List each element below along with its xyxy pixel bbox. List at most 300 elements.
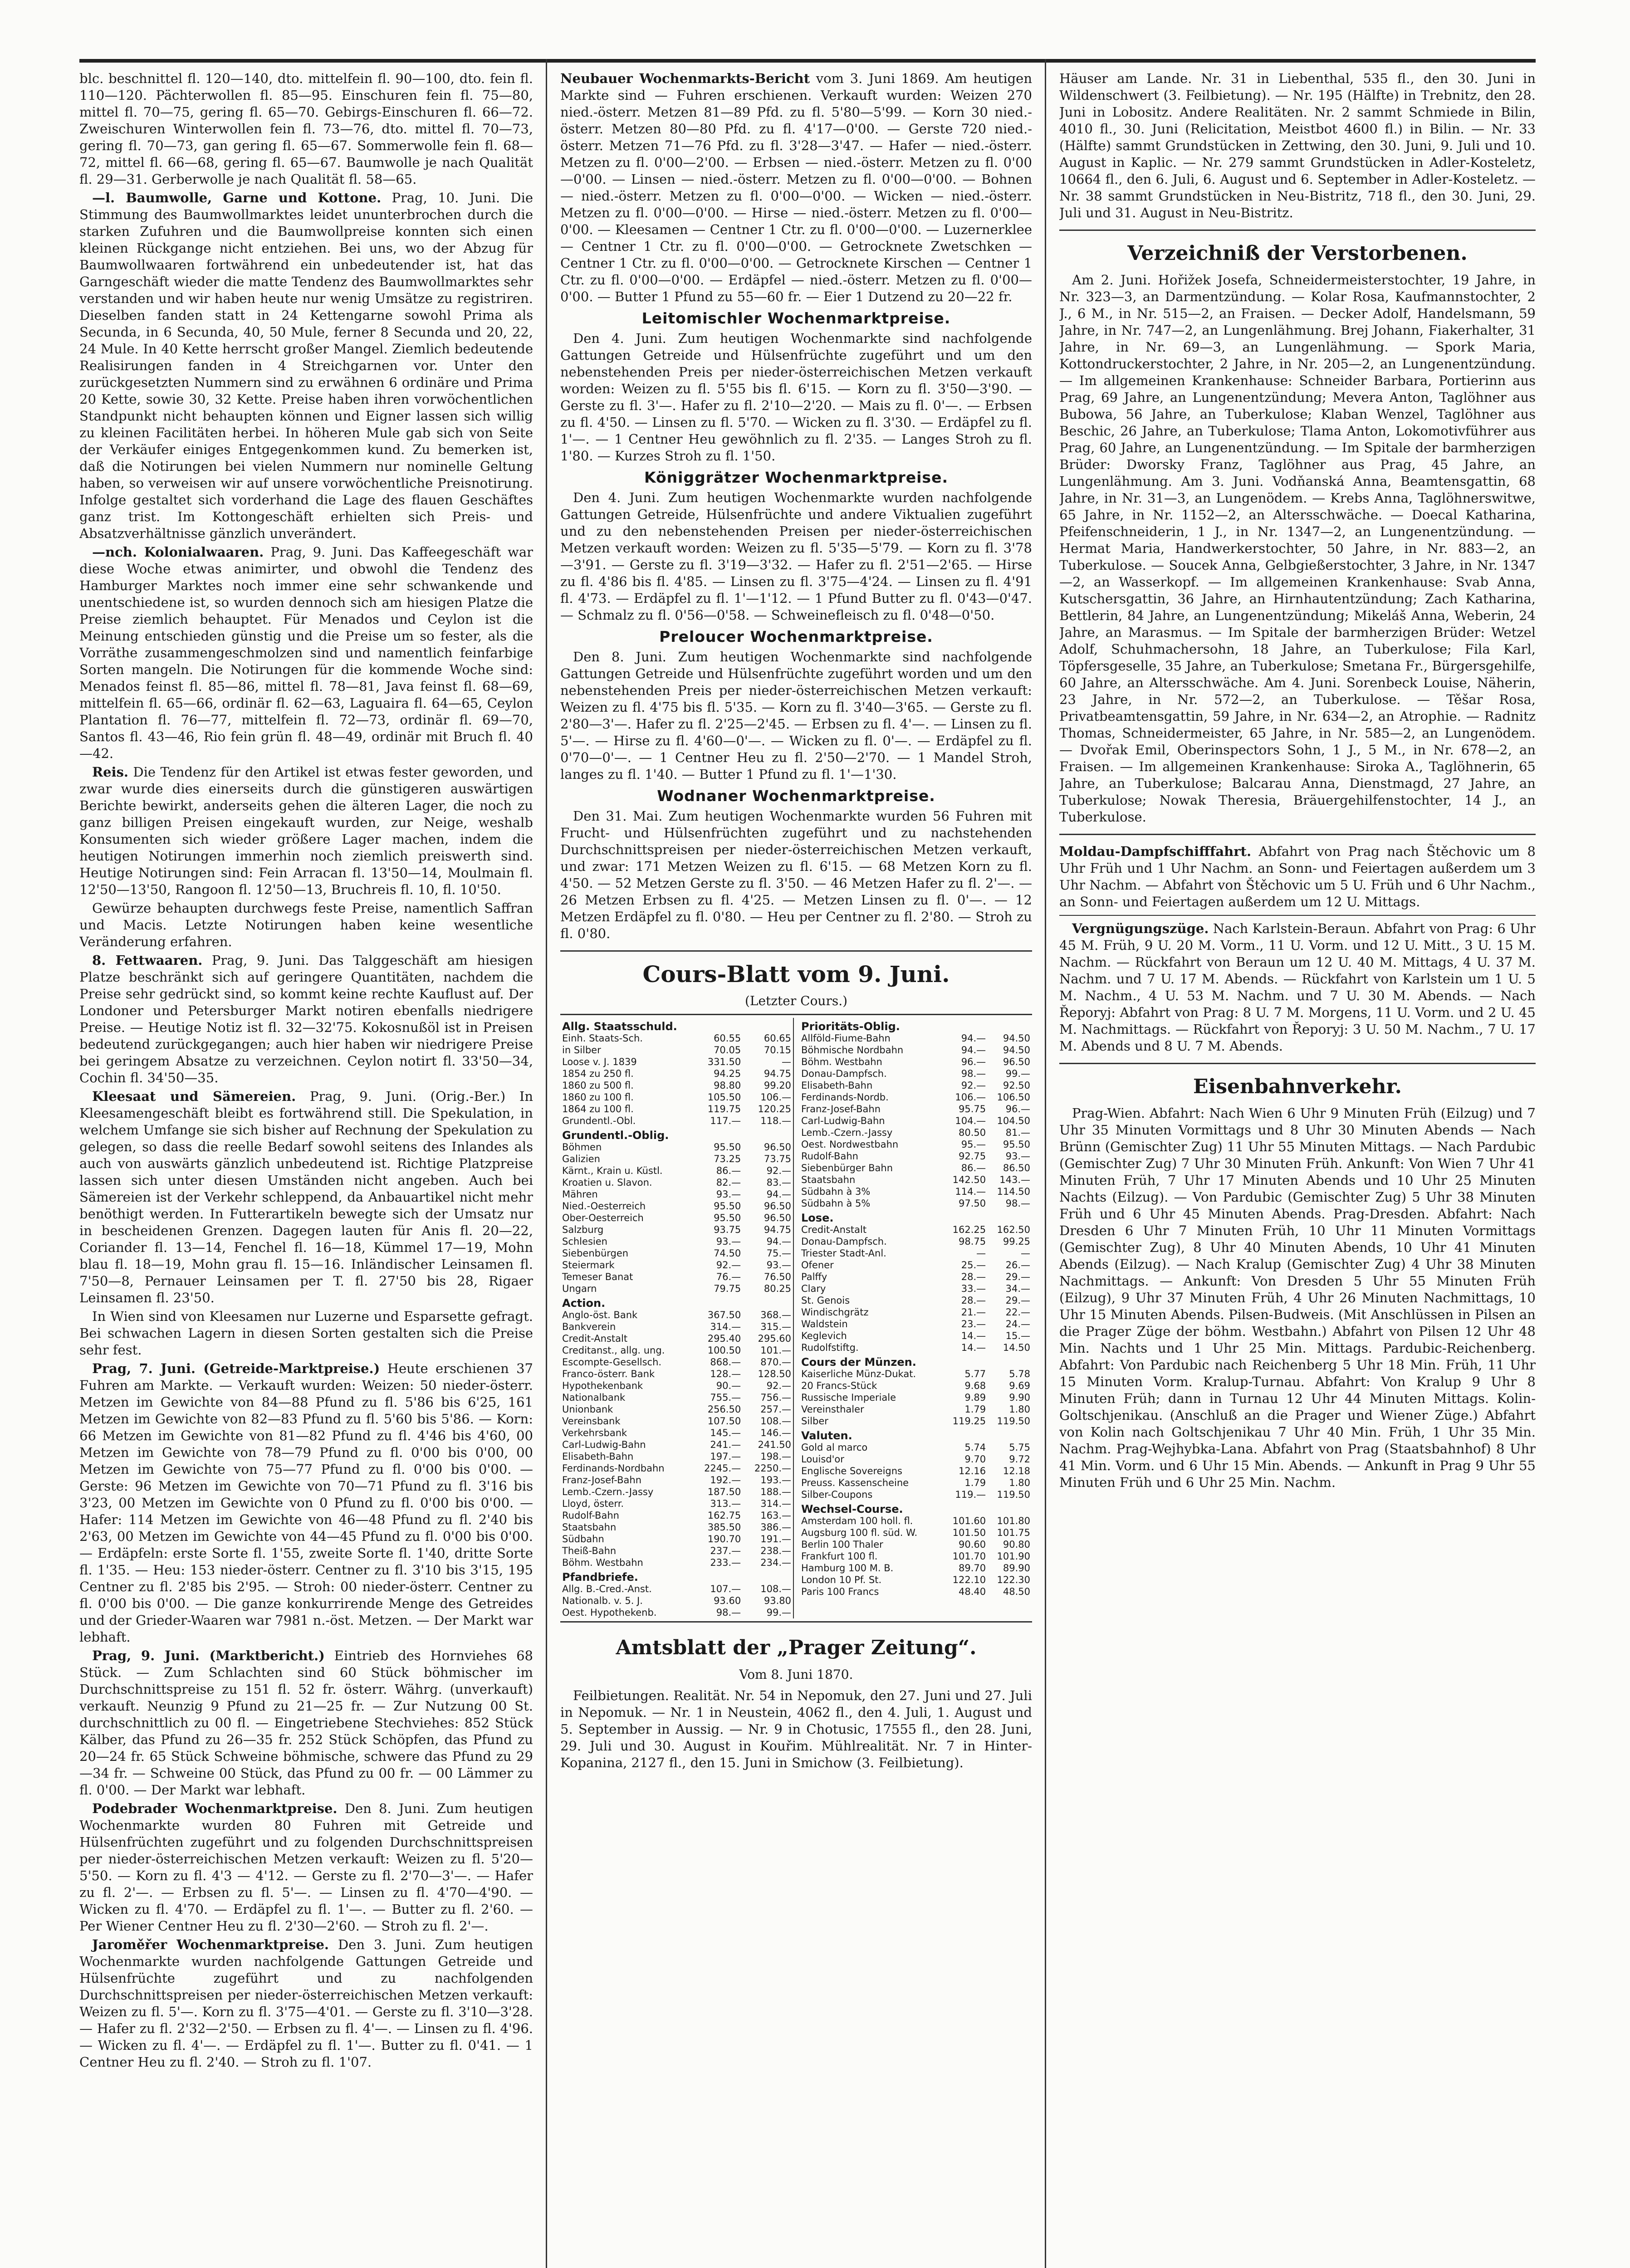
table-row [799,1236,1032,1247]
ask-price: 2250.— [754,1463,791,1474]
section-label: Cours der Münzen. [801,1356,916,1369]
bid-price: 107.— [710,1584,741,1594]
security-name: Steiermark [562,1260,615,1271]
bid-price: 1.79 [964,1404,986,1415]
table-row [799,1068,1032,1080]
article-text: Prag, 10. Juni. Die Stimmung des Baumwollmarktes leidet ununterbrochen durch die starken Zufuhren und die Baumwollpreise konnten sich einen kleinen Rückgange nicht entziehen. Bei uns, wo der Abzug für Baumwollwaaren fortwährend ein unbedeutender ist, hat das Garngeschäft wieder die matte Tendenz des Baumwollmarktes sehr verstanden und wir haben heute nur wenig Umsätze zu registriren. Dieselben fanden statt in 24 Kettengarne sowohl Prima als Secunda, in 6 Secunda, 40, 50 Mule, ferner 8 Secunda und 20, 22, 24 Mule. In 40 Kette herrscht großer Mangel. Ziemlich bedeutende Realisirungen fanden in 4 Streichgarnen vor. Unter den zurückgesetzten Nummern sind zu erwähnen 6 ordinäre und Prima 20 Kette, sowie 30, 32 Kette. Preise haben ihren vorwöchentlichen Standpunkt nicht behaupten können und Eigner lassen sich willig zu kleinen Facilitäten herbei. In höheren Mule gab sich von Seite der Verkäufer einiges Entgegenkommen kund. Zu bemerken ist, daß die Notirungen bei vielen Nummern nur nominelle Geltung haben, so verweisen wir auf unsere vorwöchentliche Preisnotirung. Infolge gestaltet sich vorderhand die Lage des flauen Geschäftes ganz trist. Im Kottongeschäft erhielten sich Preis- und Absatzverhältnisse gänzlich unverändert. [79,190,533,541]
table-row [799,1489,1032,1501]
section-label: Allg. Staatsschuld. [562,1020,677,1033]
table-row [799,1318,1032,1330]
ask-price: 89.90 [1003,1563,1030,1574]
table-row [560,1533,793,1545]
bid-price: 98.— [961,1068,986,1079]
ask-price: — [1021,1248,1030,1259]
ask-price: 188.— [760,1486,791,1497]
ask-price: 122.30 [997,1574,1030,1585]
newspaper-page [79,59,1536,2268]
article-text: Prag, 9. Juni. (Orig.-Ber.) In Kleesamengeschäft bleibt es fortwährend still. Die Spekulation, in welchem Umfange sie sich bisher auf Rechnung der Spekulation zu gelegen, so dass die reelle Bedarf sowohl seitens des Inlandes als auch von auswärts gänzlich unbedeutend ist. Richtige Platzpreise lassen sich unter diesen Umständen nicht angeben. Auch bei Sämereien ist der Verkehr schleppend, da Anbauartikel nicht mehr benöthigt werden. In Futterartikeln bewegte sich der Umsatz nur in bescheidenen Grenzen. Dagegen lauten für Anis fl. 20—22, Coriander fl. 13—14, Fenchel fl. 16—18, Kümmel 17—19, Mohn blau fl. 18—19, Mohn grau fl. 15—16. Inländischer Leinsamen fl. 7'50—8, Pernauer Leinsamen per T. fl. 27'50 bis 28, Rigaer Leinsamen fl. 23'50. [79,1089,533,1305]
ask-price: 9.69 [1009,1380,1030,1391]
table-row [799,1056,1032,1068]
security-name: Staatsbahn [562,1522,617,1533]
security-name: Escompte-Gesellsch. [562,1357,662,1368]
article-title: Podebrader Wochenmarktpreise. [92,1801,338,1816]
article-title: —nch. Kolonialwaaren. [92,544,264,560]
bid-price: 119.25 [952,1416,986,1427]
ask-price: 143.— [999,1174,1030,1185]
bid-price: 256.50 [707,1404,741,1415]
security-name: Rudolf-Bahn [801,1151,858,1162]
table-row [560,1583,793,1595]
ask-price: 94.— [766,1236,791,1247]
ask-price: 99.— [766,1607,791,1618]
section-label: Grundentl.-Oblig. [562,1129,669,1142]
table-row [560,1032,793,1044]
article-jaromer [79,1936,533,2071]
article-neubauer [560,70,1032,305]
security-name: Galizien [562,1154,600,1164]
notice-text: Nach Karlstein-Beraun. Abfahrt von Prag: 6 Uhr 45 M. Früh, 9 U. 20 M. Vorm., 11 U. Vorm. und 12 U. Mitt., 3 U. 15 M. Nachm. — Rückfahrt von Beraun um 12 U. 40 M. Mittags, 4 U. 37 M. Nachm. und 7 U. 17 M. Abends. — Rückfahrt von Karlstein um 1 U. 5 M. Nachm., 4 U. 53 M. Nachm. und 7 U. 30 M. Abends. — Nach Řeporyj: Abfahrt von Prag: 8 U. 7 M. Morgens, 11 U. Vorm. und 2 U. 45 M. Nachmittags. — Rückfahrt von Řeporyj: 3 U. 50 M. Nachm., 7 U. 17 M. Abends und 8 U. 7 M. Abends. [1059,921,1536,1054]
bid-price: 142.50 [952,1174,986,1185]
ask-price: 12.18 [1003,1466,1030,1476]
bid-price: 89.70 [959,1563,986,1574]
ask-price: 162.50 [997,1224,1030,1235]
security-name: Temeser Banat [562,1271,633,1282]
table-row [799,1162,1032,1174]
bid-price: 25.— [961,1260,986,1271]
bid-price: 101.70 [952,1551,986,1562]
security-name: Franco-österr. Bank [562,1369,655,1379]
bid-price: 5.74 [964,1442,986,1453]
ask-price: 314.— [760,1498,791,1509]
ask-price: 75.— [766,1248,791,1259]
table-row [799,1150,1032,1162]
ask-price: 70.15 [764,1045,791,1056]
ask-price: 5.75 [1009,1442,1030,1453]
bid-price: 92.— [716,1260,741,1271]
table-row [799,1453,1032,1465]
bid-price: 313.— [710,1498,741,1509]
table-row [799,1127,1032,1139]
ask-price: 386.— [760,1522,791,1533]
ask-price: 146.— [760,1427,791,1438]
security-name: Ferdinands-Nordbahn [562,1463,665,1474]
divider [1059,915,1536,916]
ask-price: 29.— [1005,1271,1030,1282]
ask-price: 101.90 [997,1551,1030,1562]
table-row [799,1198,1032,1209]
table-row [560,1607,793,1618]
ask-price: 120.25 [758,1104,791,1114]
ask-price: 29.— [1005,1295,1030,1306]
ask-price: 99.20 [764,1080,791,1091]
ask-price: 257.— [760,1404,791,1415]
bid-price: 70.05 [714,1045,741,1056]
bid-price: 80.50 [959,1127,986,1138]
bid-price: 97.50 [959,1198,986,1209]
security-name: London 10 Pf. St. [801,1574,882,1585]
top-rule [79,59,1536,63]
ask-price: 191.— [760,1534,791,1545]
ask-price: 60.65 [764,1033,791,1044]
bid-price: 90.— [716,1380,741,1391]
security-name: Oest. Nordwestbahn [801,1139,899,1150]
bid-price: 187.50 [707,1486,741,1497]
ask-price: 9.90 [1009,1392,1030,1403]
table-row [799,1368,1032,1380]
bid-price: 868.— [710,1357,741,1368]
table-row [560,1521,793,1533]
ask-price: 118.— [760,1115,791,1126]
bid-price: 86.— [961,1163,986,1173]
bid-price: 23.— [961,1319,986,1330]
death-register-title: Verzeichniß der Verstorbenen. [1127,242,1468,265]
security-name: St. Genois [801,1295,850,1306]
bid-price: 385.50 [707,1522,741,1533]
security-name: 20 Francs-Stück [801,1380,877,1391]
security-name: Franz-Josef-Bahn [562,1475,642,1486]
ask-price: 9.72 [1009,1454,1030,1465]
table-row [560,1165,793,1177]
bid-price: 98.80 [714,1080,741,1091]
table-row [799,1392,1032,1403]
divider [1059,834,1536,835]
divider [1059,1063,1536,1064]
article-title: Jaroměřer Wochenmarktpreise. [92,1937,329,1952]
article-text: Den 3. Juni. Zum heutigen Wochenmarkte wurden nachfolgende Gattungen Getreide und Hülsenfrüchte zugeführt und zu nachfolgenden Durchschnittspreisen per nieder-österreichischen Metzen verkauft: Weizen zu fl. 5'—. Korn zu fl. 3'75—4'01. — Gerste zu fl. 3'10—3'28. — Hafer zu fl. 2'32—2'50. — Erbsen zu fl. 4'—. — Linsen zu fl. 4'96. — Wicken zu fl. 4'—. — Erdäpfel zu fl. 1'—. Butter zu fl. 0'41. — 1 Centner Heu zu fl. 2'40. — Stroh zu fl. 1'07. [79,1937,533,2070]
security-name: Südbahn à 3% [801,1186,871,1197]
security-name: Silber [801,1416,828,1427]
ask-price: 95.50 [1003,1139,1030,1150]
security-name: Silber-Coupons [801,1489,873,1500]
security-name: Allföld-Fiume-Bahn [801,1033,891,1044]
bid-price: 94.— [961,1033,986,1044]
table-section-header [560,1569,793,1583]
bid-price: 94.25 [714,1068,741,1079]
security-name: Salzburg [562,1224,604,1235]
security-name: Louisd'or [801,1454,844,1465]
ask-price: 93.— [766,1260,791,1271]
security-name: Nied.-Oesterreich [562,1201,646,1212]
ask-price: 99.25 [1003,1236,1030,1247]
ask-price: 96.50 [1003,1056,1030,1067]
ask-price: 96.— [1005,1104,1030,1114]
security-name: Grundentl.-Obl. [562,1115,636,1126]
bid-price: 101.50 [952,1527,986,1538]
table-row [560,1368,793,1380]
article-prelouc: Den 8. Juni. Zum heutigen Wochenmarkte sind nachfolgende Gattungen Getreide und Hülsenfrüchte zugeführt worden und um den nebenstehenden Preis per nieder-österreichischen Metzen verkauft: Weizen zu fl. 4'75 bis fl. 5'35. — Korn zu fl. 3'40—3'65. — Gerste zu fl. 2'80—3'—. Hafer zu fl. 2'25—2'45. — Erbsen zu fl. 4'—. — Linsen zu fl. 5'—. — Hirse zu fl. 4'60—0'—. — Wicken zu fl. 0'—. — Erdäpfel zu fl. 0'70—0'—. — 1 Centner Heu zu fl. 2'50—2'70. — 1 Mandel Stroh, langes zu fl. 1'40. — Butter 1 Pfund zu fl. 1'—1'30. [560,649,1032,782]
table-row [799,1586,1032,1598]
table-row [560,1141,793,1153]
ask-price: 92.— [766,1165,791,1176]
security-name: Lemb.-Czern.-Jassy [801,1127,893,1138]
section-heading: Leitomischler Wochenmarktpreise. [641,309,951,327]
security-name: Nationalbank [562,1392,626,1403]
ask-price: — [782,1056,791,1067]
table-row [560,1427,793,1439]
bid-price: 96.— [961,1056,986,1067]
railway-title: Eisenbahnverkehr. [1193,1075,1402,1098]
article-wodnan: Den 31. Mai. Zum heutigen Wochenmarkte wurden 56 Fuhren mit Frucht- und Hülsenfrüchten zugeführt und zu nachstehenden Durchschnittspreisen per nieder-österreichischen Metzen verkauft, und zwar: 171 Metzen Weizen zu fl. 6'15. — 68 Metzen Korn zu fl. 4'50. — 52 Metzen Gerste zu fl. 3'50. — 46 Metzen Hafer zu fl. 2'—. — 26 Metzen Erbsen zu fl. 4'25. — Metzen Linsen zu fl. 0'—. — 12 Metzen Erdäpfel zu fl. 0'80. — Heu per Centner zu fl. 2'80. — Stroh zu fl. 0'80. [560,808,1032,941]
bid-price: 95.— [961,1139,986,1150]
bid-price: 9.70 [964,1454,986,1465]
table-row [799,1115,1032,1127]
security-name: Anglo-öst. Bank [562,1310,638,1320]
ask-price: 193.— [760,1475,791,1486]
ask-price: 104.50 [997,1115,1030,1126]
table-row [799,1295,1032,1306]
table-section-header [799,1209,1032,1224]
bid-price: 33.— [961,1283,986,1294]
ask-price: 93.— [1005,1151,1030,1162]
article-title: —l. Baumwolle, Garne und Kottone. [92,190,382,205]
table-row [799,1330,1032,1342]
article-text: Prag, 9. Juni. Das Talggeschäft am hiesigen Platze beschränkt sich auf geringere Quantitäten, nachdem die Preise sehr gedrückt sind, so kommt keine rechte Kauflust auf. Der Londoner und Petersburger Markt notiren ebenfalls niedrigere Preise. — Heutige Notiz ist fl. 32—32'75. Kokosnußöl ist in Preisen bedeutend zurückgegangen; auch hier haben wir niedrigere Preise bei geringem Absatze zu verzeichnen. Ceylon notirt fl. 33'50—34, Cochin fl. 34'50—35. [79,953,533,1085]
bid-price: 12.16 [959,1466,986,1476]
ask-price: 368.— [760,1310,791,1320]
article-title: Prag, 7. Juni. (Getreide-Marktpreise.) [92,1361,380,1376]
ask-price: 99.— [1005,1068,1030,1079]
ask-price: 81.— [1005,1127,1030,1138]
ask-price: 94.50 [1003,1045,1030,1056]
table-row [560,1103,793,1115]
table-row [799,1259,1032,1271]
security-name: Credit-Anstalt [562,1333,628,1344]
bid-price: 28.— [961,1271,986,1282]
article-text: Die Tendenz für den Artikel ist etwas fester geworden, und zwar wurde dies einerseits durch die günstigeren auswärtigen Berichte bewirkt, anderseits gehen die älteren Lager, die noch zu ganz billigen Preisen eingekauft wurden, zur Neige, weshalb Konsumenten sich wieder größere Lager machen, indem die heutigen Notirungen immerhin noch ziemlich preiswerth sind. Heutige Notirungen sind: Fein Arracan fl. 13'50—14, Moulmain fl. 12'50—13'50, Rangoon fl. 12'50—13, Bruchreis fl. 10, fl. 10'50. [79,764,533,897]
security-name: Verkehrsbank [562,1427,627,1438]
security-name: Englische Sovereigns [801,1466,903,1476]
ask-price: 96.50 [764,1212,791,1223]
table-row [799,1271,1032,1283]
security-name: Lloyd, österr. [562,1498,624,1509]
table-row [560,1224,793,1236]
ask-price: 870.— [760,1357,791,1368]
bid-price: 5.77 [964,1369,986,1379]
security-name: Rudolf-Bahn [562,1510,619,1521]
table-row [799,1342,1032,1354]
bid-price: 119.75 [707,1104,741,1114]
article-spices: Gewürze behaupten durchwegs feste Preise, namentlich Saffran und Macis. Letzte Notirungen haben keine wesentliche Veränderung erfahren. [79,900,533,949]
table-row [560,1510,793,1521]
article-title: Kleesaat und Sämereien. [92,1089,296,1104]
bid-price: 95.50 [714,1201,741,1212]
table-row [799,1091,1032,1103]
ask-price: 96.50 [764,1142,791,1153]
table-row [560,1321,793,1333]
ask-price: 101.— [760,1345,791,1356]
article-koniggratz: Den 4. Juni. Zum heutigen Wochenmarkte wurden nachfolgende Gattungen Getreide, Hülsenfrüchte und andere Viktualien zugeführt und zu den nebenstehenden Preisen per nieder-österreichischen Metzen verkauft worden: Weizen zu fl. 5'35—5'79. — Korn zu fl. 3'78—3'91. — Gerste zu fl. 3'19—3'32. — Hafer zu fl. 2'51—2'65. — Hirse zu fl. 4'86 bis fl. 4'85. — Linsen zu fl. 3'75—4'24. — Linsen zu fl. 4'91 fl. 4'73. — Erdäpfel zu fl. 1'—1'12. — 1 Pfund Butter zu fl. 0'43—0'47. — Schmalz zu fl. 0'56—0'58. — Schweinefleisch zu fl. 0'48—0'50. [560,490,1032,623]
table-row [560,1439,793,1451]
ask-price: 108.— [760,1416,791,1427]
ask-price: 96.50 [764,1201,791,1212]
table-row [799,1539,1032,1550]
table-section-header [799,1018,1032,1032]
excursion-trains [1059,920,1536,1055]
bid-price: 14.— [961,1330,986,1341]
security-name: Preuss. Kassenscheine [801,1477,909,1488]
bid-price: 92.— [961,1080,986,1091]
table-row [799,1032,1032,1044]
railway-text: Prag-Wien. Abfahrt: Nach Wien 6 Uhr 9 Minuten Früh (Eilzug) und 7 Uhr 35 Minuten Vormittags und 8 Uhr 30 Minuten Abends — Nach Brünn (Gemischter Zug) 11 Uhr 55 Minuten Mittags. — Nach Pardubic (Gemischter Zug) 7 Uhr 30 Minuten Früh. Ankunft: Von Wien 7 Uhr 41 Minuten Früh, 7 Uhr 17 Minuten Abends und 10 Uhr 25 Minuten Nachts (Eilzug). — Von Pardubic (Gemischter Zug) 5 Uhr 38 Minuten Früh und 6 Uhr 45 Minuten Abends. Prag-Dresden. Abfahrt: Nach Dresden 6 Uhr 7 Minuten Früh, 10 Uhr 11 Minuten Vormittags (Gemischter Zug), 8 Uhr 40 Minuten Abends, 10 Uhr 41 Minuten Abends (Eilzug). — Nach Kralup (Gemischter Zug) 4 Uhr 38 Minuten Nachmittags. — Ankunft: Von Dresden 5 Uhr 55 Minuten Früh (Eilzug), 9 Uhr 37 Minuten Früh, 4 Uhr 26 Minuten Nachmittags, 10 Uhr 15 Minuten Abends. Pilsen-Budweis. (Mit Anschlüssen in Pilsen an die Prager Züge der böhm. Westbahn.) Abfahrt von Pilsen 12 Uhr 48 Min. Nachts und 1 Uhr 25 Min. Mittags. Pardubic-Reichenberg. Abfahrt: Von Pardubic nach Reichenberg 5 Uhr 18 Min. Früh, 11 Uhr 15 Minuten Vorm. Kralup-Turnau. Abfahrt: Von Kralup 9 Uhr 8 Minuten Früh; dann in Turnau 12 Uhr 44 Minuten Mittags. Kolin-Goltschjenikau. (Anschluß an die Prager und Wiener Züge.) Abfahrt von Kolin nach Goltschjenikau 7 Uhr 40 Min. Früh, 1 Uhr 35 Min. Nachm. Prag-Wejhybka-Lana. Abfahrt von Prag (Staatsbahnhof) 8 Uhr 41 Min. Vorm. und 6 Uhr 15 Min. Abends. — Ankunft in Prag 9 Uhr 55 Minuten Früh und 6 Uhr 25 Min. Nachm. [1059,1105,1536,1490]
security-name: Kärnt., Krain u. Küstl. [562,1165,663,1176]
security-name: Böhm. Westbahn [801,1056,882,1067]
bid-price: 94.— [961,1045,986,1056]
bid-price: 60.55 [714,1033,741,1044]
ask-price: 92.— [766,1380,791,1391]
amtsblatt-title: Amtsblatt der „Prager Zeitung“. [616,1636,977,1659]
table-row [799,1283,1032,1295]
bid-price: 117.— [710,1115,741,1126]
security-name: Keglevich [801,1330,847,1341]
ask-price: 1.80 [1009,1404,1030,1415]
table-row [560,1153,793,1165]
ask-price: 94.— [766,1189,791,1200]
bid-price: 79.75 [714,1283,741,1294]
bid-price: 90.60 [959,1539,986,1550]
wool-prices-intro: blc. beschnittel fl. 120—140, dto. mittelfein fl. 90—100, dto. fein fl. 110—120. Pächterwollen fl. 85—95. Einschuren fein fl. 75—80, mittel fl. 70—75, gering fl. 65—70. Gebirgs-Einschuren fl. 66—72. Zweischuren Winterwollen fein fl. 73—76, dto. mittel fl. 70—73, gering fl. 70—73, gan gering fl. 65—67. Sommerwolle fein fl. 68—72, mittel fl. 66—68, gering fl. 65—67. Baumwolle je nach Qualität fl. 29—31. Gerberwolle je nach Qualität fl. 58—65. [79,71,533,187]
table-row [560,1356,793,1368]
bid-price: 331.50 [707,1056,741,1067]
security-name: 1860 zu 100 fl. [562,1092,634,1103]
security-name: Unionbank [562,1404,613,1415]
article-seeds [79,1088,533,1306]
section-heading: Wodnaner Wochenmarktpreise. [657,787,935,805]
article-title: Neubauer Wochenmarkts-Bericht [560,71,810,86]
ask-price: 15.— [1005,1330,1030,1341]
table-row [560,1056,793,1068]
table-row [799,1186,1032,1198]
table-row [799,1515,1032,1527]
ask-price: 14.50 [1003,1342,1030,1353]
table-row [560,1247,793,1259]
table-row [560,1333,793,1344]
table-section-header [799,1501,1032,1515]
article-text: Prag, 9. Juni. Das Kaffeegeschäft war diese Woche etwas animirter, und obwohl die Tendenz des Hamburger Marktes noch immer eine sehr schwankende und unentschiedene ist, so wurden dennoch sich am hiesigen Platze die Preise ziemlich behauptet. Für Menados und Ceylon ist die Meinung entschieden günstig und die Preise um so fester, als die Vorräthe zusammengeschmolzen sind und namentlich feinfarbige Sorten mangeln. Die Notirungen für die kommende Woche sind: Menados feinst fl. 85—86, mittel fl. 78—81, Java feinst fl. 68—69, mittelfein fl. 65—66, ordinär fl. 62—63, Laguaira fl. 64—65, Ceylon Plantation fl. 76—77, mittelfein fl. 72—73, ordinär fl. 69—70, Santos fl. 43—46, Rio fein grün fl. 48—49, ordinär mit Bruch fl. 40—42. [79,544,533,761]
table-row [799,1562,1032,1574]
bid-price: 1.79 [964,1477,986,1488]
notice-title: Vergnügungszüge. [1072,921,1209,936]
notice-text: Abfahrt von Prag nach Štěchovic um 8 Uhr Früh und 1 Uhr Nachm. an Sonn- und Feiertagen außerdem um 3 Uhr Nachm. — Abfahrt von Štěchovic um 5 U. Früh und 6 Uhr Nachm., an Sonn- und Feiertagen außerdem um 12 U. Mittags. [1059,844,1536,909]
article-text: Eintrieb des Hornviehes 68 Stück. — Zum Schlachten sind 60 Stück böhmischer im Durchschnittspreise zu 151 fl. 52 fr. österr. Währg. (unverkauft) verkauft. Neunzig 9 Pfund zu 21—25 fr. — Zur Nutzung 00 St. durchschnittlich zu 00 fl. — Eingetriebene Stechviehes: 852 Stück Kälber, das Pfund zu 26—35 fr. 252 Stück Schöpfen, das Pfund zu 20—24 fr. 65 Stück Schweine böhmische, schwere das Pfund zu 29—34 fr. — Schweine 00 Stück, das Pfund zu 00 fr. — 00 Lämmer zu fl. 0'00. — Der Markt war lebhaft. [79,1648,533,1798]
bid-price: 105.50 [707,1092,741,1103]
bid-price: 98.75 [959,1236,986,1247]
security-name: Ober-Oesterreich [562,1212,644,1223]
table-row [560,1462,793,1474]
table-row [799,1403,1032,1415]
ask-price: 26.— [1005,1260,1030,1271]
ask-price: 86.50 [1003,1163,1030,1173]
bid-price: 76.— [716,1271,741,1282]
bid-price: 314.— [710,1321,741,1332]
bid-price: 237.— [710,1545,741,1556]
ask-price: 1.80 [1009,1477,1030,1488]
ask-price: 90.80 [1003,1539,1030,1550]
bid-price: 101.60 [952,1515,986,1526]
ask-price: 93.80 [764,1595,791,1606]
death-register-text: Am 2. Juni. Hořižek Josefa, Schneidermeisterstochter, 19 Jahre, in Nr. 323—3, an Darmentzündung. — Kolar Rosa, Kaufmannstochter, 2 J., 6 M., in Nr. 515—2, an Fraisen. — Decker Adolf, Handelsmann, 59 Jahre, in Nr. 747—2, an Lungenlähmung. Brej Johann, Fiakerhalter, 31 Jahre, in Nr. 69—3, an Lungenlähmung. — Spork Maria, Kottondruckerstochter, 2 Jahre, in Nr. 205—2, an Lungenentzündung. — Im allgemeinen Krankenhause: Schneider Barbara, Portierinn aus Prag, 69 Jahre, an Lungenentzündung; Mevera Anton, Taglöhner aus Bubowa, 56 Jahre, an Tuberkulose; Klaban Wenzel, Taglöhner aus Beschic, 26 Jahre, an Tuberkulose; Tlama Anton, Lokomotivführer aus Prag, 60 Jahre, an Lungenentzündung. — Im Spitale der barmherzigen Brüder: Dworsky Franz, Taglöhner aus Prag, 45 Jahre, an Lungenlähmung. Am 3. Juni. Vodňanská Anna, Beamtensgattin, 68 Jahre, in Nr. 31—3, an Lungenödem. — Krebs Anna, Taglöhnerswitwe, 65 Jahre, in Nr. 1152—2, an Altersschwäche. — Doecal Katharina, Pfeifenschneiderin, 1 J., in Nr. 1347—2, an Lungenentzündung. — Hermat Maria, Handwerkerstochter, 50 Jahre, in Nr. 883—2, an Tuberkulose. — Soucek Anna, Gelbgießerstochter, 3 Jahre, in Nr. 1347—2, an Wasserkopf. — Im allgemeinen Krankenhause: Svab Anna, Kutschersgattin, 36 Jahre, an Hirnhautentzündung; Zach Katharina, Bettlerin, 84 Jahre, an Lungenentzündung; Mikeláš Anna, Weberin, 24 Jahre, an Marasmus. — Im Spitale der barmherzigen Brüder: Wetzel Adolf, Schuhmachersohn, 18 Jahre, an Tuberkulose; Fila Karl, Töpfersgeselle, 35 Jahre, an Tuberkulose; Smetana Fr., Bürgersgehilfe, 60 Jahre, an Altersschwäche. Am 4. Juni. Sorenbeck Louise, Näherin, 23 Jahre, in Nr. 572—2, an Tuberkulose. — Těšar Rosa, Privatbeamtensgattin, 59 Jahre, in Nr. 634—2, an Atrophie. — Radnitz Thomas, Schneidermeister, 65 Jahre, in Nr. 585—2, an Lungenödem. — Dvořak Emil, Oberinspectors Sohn, 1 J., 5 M., in Nr. 678—2, an Fraisen. — Im allgemeinen Krankenhause: Siroka A., Taglöhnerin, 65 Jahre, an Tuberkulose; Balcarau Anna, Dienstmagd, 27 Jahre, an Tuberkulose; Nowak Theresia, Bräuergehilfenstochter, 14 J., an Tuberkulose. [1059,272,1536,825]
table-section-header [560,1127,793,1141]
ask-price: 24.— [1005,1319,1030,1330]
bid-price: 104.— [955,1115,986,1126]
ask-price: 80.25 [764,1283,791,1294]
ask-price: 73.75 [764,1154,791,1164]
column-divider [1045,59,1046,2268]
table-section-header [560,1295,793,1309]
table-row [560,1188,793,1200]
table-row [560,1403,793,1415]
security-name: Franz-Josef-Bahn [801,1104,881,1114]
table-row [799,1306,1032,1318]
table-row [560,1068,793,1080]
bid-price: 14.— [961,1342,986,1353]
security-name: Südbahn [562,1534,604,1545]
security-name: Elisabeth-Bahn [801,1080,873,1091]
table-row [799,1380,1032,1392]
table-row [799,1174,1032,1186]
security-name: Einh. Staats-Sch. [562,1033,643,1044]
table-row [560,1212,793,1224]
ask-price: 94.75 [764,1068,791,1079]
section-label: Action. [562,1297,606,1310]
table-row [560,1380,793,1392]
cours-blatt-title: Cours-Blatt vom 9. Juni. [642,961,950,987]
section-label: Lose. [801,1212,834,1224]
bid-price: 92.75 [959,1151,986,1162]
bid-price: 100.50 [707,1345,741,1356]
security-name: Siebenbürgen [562,1248,629,1259]
bid-price: 86.— [716,1165,741,1176]
bid-price: 241.— [710,1439,741,1450]
bid-price: 9.89 [964,1392,986,1403]
bid-price: 122.10 [952,1574,986,1585]
ask-price: 101.75 [997,1527,1030,1538]
security-name: Hypothekenbank [562,1380,643,1391]
security-name: Vereinsthaler [801,1404,864,1415]
table-row [560,1115,793,1127]
bid-price: 21.— [961,1307,986,1318]
ask-price: 101.80 [997,1515,1030,1526]
table-row [560,1236,793,1247]
bid-price: 145.— [710,1427,741,1438]
security-name: Amsterdam 100 holl. fl. [801,1515,913,1526]
ask-price: 34.— [1005,1283,1030,1294]
security-name: Mähren [562,1189,598,1200]
security-name: Palffy [801,1271,827,1282]
security-name: Allg. B.-Cred.-Anst. [562,1584,652,1594]
notice-title: Moldau-Dampfschifffahrt. [1059,844,1252,859]
bid-price: — [976,1248,986,1259]
security-name: Donau-Dampfsch. [801,1236,887,1247]
table-row [799,1080,1032,1091]
table-row [799,1442,1032,1453]
table-row [560,1080,793,1091]
ask-price: 98.— [1005,1198,1030,1209]
security-name: Gold al marco [801,1442,868,1453]
bid-price: 162.75 [707,1510,741,1521]
security-name: Kroatien u. Slavon. [562,1177,652,1188]
article-market-report [79,1647,533,1799]
ask-price: 119.50 [997,1489,1030,1500]
bid-price: 74.50 [714,1248,741,1259]
bid-price: 367.50 [707,1310,741,1320]
article-rice [79,764,533,898]
security-name: Ungarn [562,1283,597,1294]
article-text: Heute erschienen 37 Fuhren am Markte. — Verkauft wurden: Weizen: 50 nieder-österr. Metzen im Gewichte von 84—88 Pfund zu fl. 5'86 bis 6'25, 161 Metzen im Gewichte von 82—83 Pfund zu fl. 5'60 bis 5'86. — Korn: 66 Metzen im Gewichte von 81—82 Pfund zu fl. 4'46 bis 4'60, 00 Metzen im Gewichte von 78—79 Pfund zu fl. 0'00 bis 0'00, 00 Metzen im Gewichte von 75—77 Pfund zu fl. 0'00 bis 0'00. — Gerste: 96 Metzen im Gewichte von 70—71 Pfund zu fl. 3'16 bis 3'23, 00 Metzen im Gewichte von 0 Pfund zu fl. 0'00 bis 0'00. — Hafer: 114 Metzen im Gewichte von 46—48 Pfund zu fl. 2'40 bis 2'63, 00 Metzen im Gewichte von 44—45 Pfund zu fl. 0'00 bis 0'00. — Erdäpfeln: erste Sorte fl. 1'55, zweite Sorte fl. 1'40, dritte Sorte fl. 1'35. — Heu: 153 nieder-österr. Centner zu fl. 3'10 bis 3'15, 195 Centner zu fl. 2'85 bis 2'95. — Stroh: 00 nieder-österr. Centner zu fl. 0'00 bis 0'00. — Die ganze konkurrirende Menge des Getreides und der Grieder-Waaren war 7981 n.-öst. Metzen. — Der Markt war lebhaft. [79,1361,533,1645]
security-name: Russische Imperiale [801,1392,896,1403]
bid-price: 48.40 [959,1586,986,1597]
table-row [799,1103,1032,1115]
security-name: Schlesien [562,1236,607,1247]
